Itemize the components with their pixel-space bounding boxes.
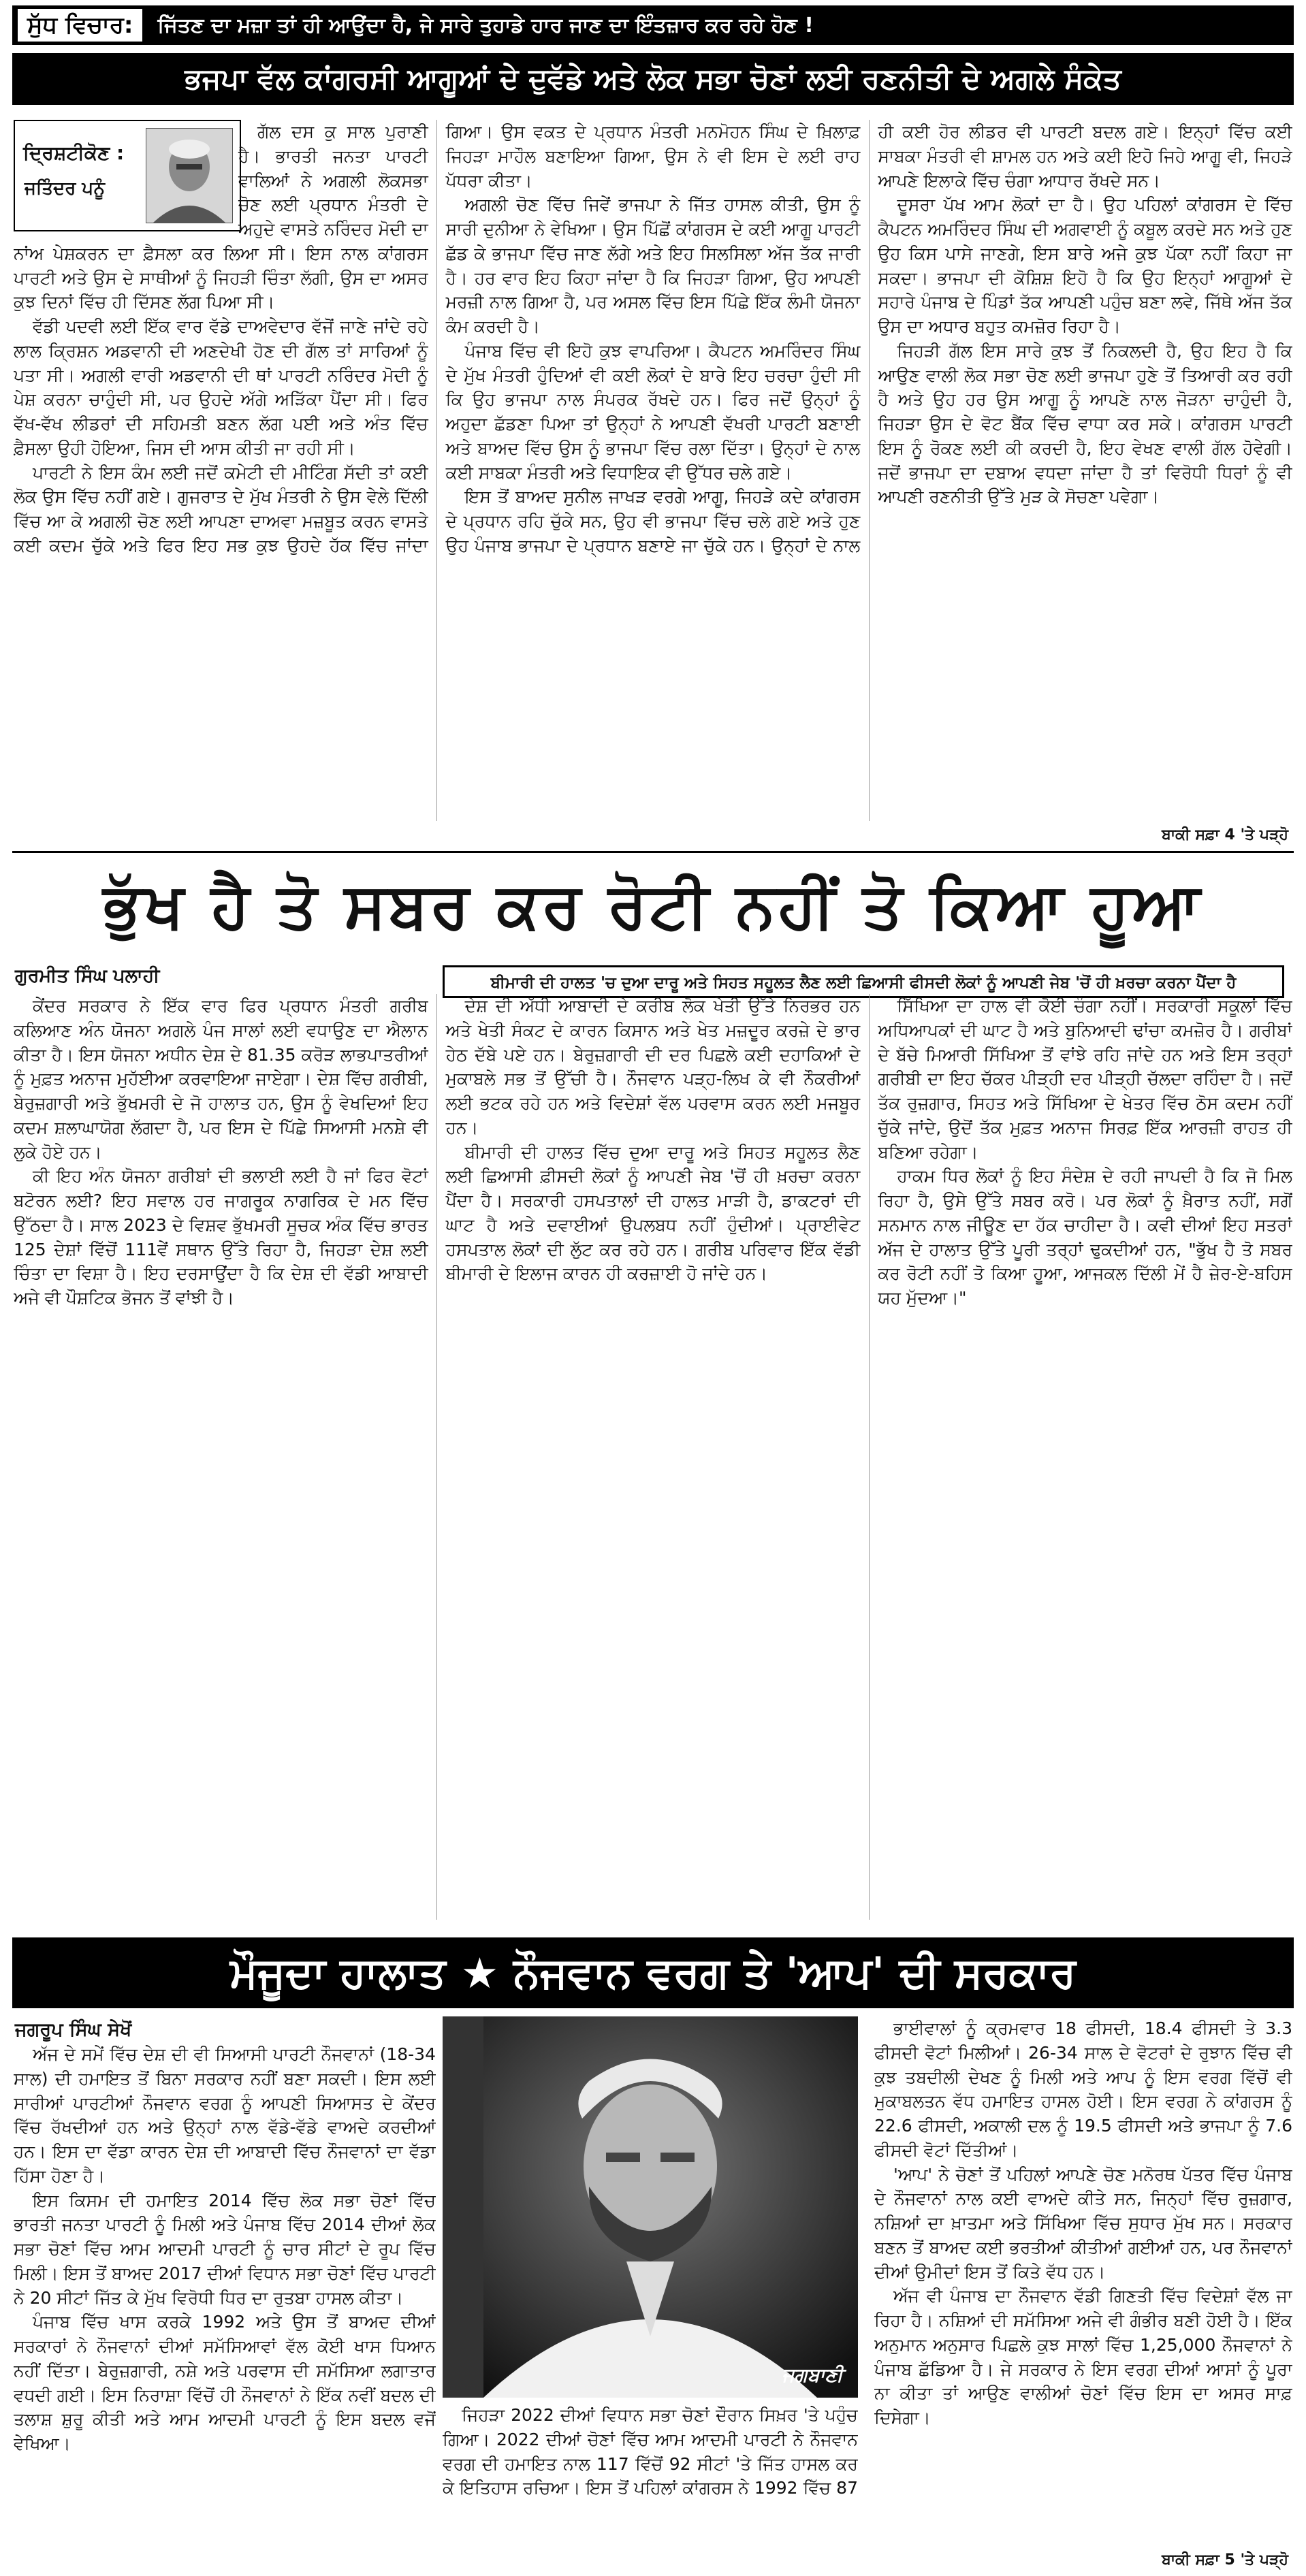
thought-quote: ਜਿੱਤਣ ਦਾ ਮਜ਼ਾ ਤਾਂ ਹੀ ਆਉਂਦਾ ਹੈ, ਜੇ ਸਾਰੇ ਤੁਹਾਡੇ ਹਾਰ ਜਾਣ ਦਾ ਇੰਤਜ਼ਾਰ ਕਰ ਰਹੇ ਹੋਣ ! — [157, 13, 814, 37]
article2-pullquote: ਬੀਮਾਰੀ ਦੀ ਹਾਲਤ 'ਚ ਦੁਆ ਦਾਰੂ ਅਤੇ ਸਿਹਤ ਸਹੂਲਤ ਲੈਣ ਲਈ ਛਿਆਸੀ ਫੀਸਦੀ ਲੋਕਾਂ ਨੂੰ ਆਪਣੀ ਜੇਬ 'ਚੋਂ ਹੀ ਖ਼ਰਚਾ ਕਰਨਾ ਪੈਂਦਾ ਹੈ — [443, 965, 1284, 998]
article3-paragraph: 'ਆਪ' ਨੇ ਚੋਣਾਂ ਤੋਂ ਪਹਿਲਾਂ ਆਪਣੇ ਚੋਣ ਮਨੋਰਥ ਪੱਤਰ ਵਿੱਚ ਪੰਜਾਬ ਦੇ ਨੌਜਵਾਨਾਂ ਨਾਲ ਕਈ ਵਾਅਦੇ ਕੀਤੇ ਸਨ, ਜਿਨ੍ਹਾਂ ਵਿੱਚ ਰੁਜ਼ਗਾਰ, ਨਸ਼ਿਆਂ ਦਾ ਖ਼ਾਤਮਾ ਅਤੇ ਸਿੱਖਿਆ ਵਿੱਚ ਸੁਧਾਰ ਮੁੱਖ ਸਨ। ਸਰਕਾਰ ਬਣਨ ਤੋਂ ਬਾਅਦ ਕਈ ਭਰਤੀਆਂ ਕੀਤੀਆਂ ਗਈਆਂ ਹਨ, ਪਰ ਨੌਜਵਾਨਾਂ ਦੀਆਂ ਉਮੀਦਾਂ ਇਸ ਤੋਂ ਕਿਤੇ ਵੱਧ ਹਨ। — [874, 2164, 1292, 2282]
article1-paragraph: ਇਸ ਤੋਂ ਬਾਅਦ ਸੁਨੀਲ ਜਾਖੜ ਵਰਗੇ ਆਗੂ, ਜਿਹੜੇ ਕਦੇ ਕਾਂਗਰਸ ਦੇ ਪ੍ਰਧਾਨ ਰਹਿ ਚੁੱਕੇ ਸਨ, ਉਹ ਵੀ ਭਾਜਪਾ ਵਿੱਚ ਚਲੇ ਗਏ ਅਤੇ ਹੁਣ ਉਹ ਪੰਜਾਬ ਭਾਜਪਾ ਦੇ ਪ੍ਰਧਾਨ ਬਣਾਏ ਜਾ ਚੁੱਕੇ ਹਨ। ਉਨ੍ਹਾਂ ਦੇ ਨਾਲ ਹੀ ਕਈ ਹੋਰ ਲੀਡਰ ਵੀ ਪਾਰਟੀ ਬਦਲ ਗਏ। ਇਨ੍ਹਾਂ ਵਿੱਚ ਕਈ ਸਾਬਕਾ ਮੰਤਰੀ ਵੀ ਸ਼ਾਮਲ ਹਨ ਅਤੇ ਕਈ ਇਹੋ ਜਿਹੇ ਆਗੂ ਵੀ, ਜਿਹੜੇ ਆਪਣੇ ਇਲਾਕੇ ਵਿੱਚ ਚੰਗਾ ਆਧਾਰ ਰੱਖਦੇ ਸਨ। — [445, 122, 1292, 556]
article1-paragraph: ਵੱਡੀ ਪਦਵੀ ਲਈ ਇੱਕ ਵਾਰ ਵੱਡੇ ਦਾਅਵੇਦਾਰ ਵੱਜੋਂ ਜਾਣੇ ਜਾਂਦੇ ਰਹੇ ਲਾਲ ਕ੍ਰਿਸ਼ਨ ਅਡਵਾਨੀ ਦੀ ਅਣਦੇਖੀ ਹੋਣ ਦੀ ਗੱਲ ਤਾਂ ਸਾਰਿਆਂ ਨੂੰ ਪਤਾ ਸੀ। ਅਗਲੀ ਵਾਰੀ ਅਡਵਾਨੀ ਦੀ ਥਾਂ ਪਾਰਟੀ ਨਰਿੰਦਰ ਮੋਦੀ ਨੂੰ ਪੇਸ਼ ਕਰਨਾ ਚਾਹੁੰਦੀ ਸੀ, ਪਰ ਉਹਦੇ ਅੱਗੇ ਅੜਿੱਕਾ ਪੈਂਦਾ ਸੀ। ਫਿਰ ਵੱਖ-ਵੱਖ ਲੀਡਰਾਂ ਦੀ ਸਹਿਮਤੀ ਬਣਨ ਲੱਗ ਪਈ ਅਤੇ ਅੰਤ ਵਿੱਚ ਫ਼ੈਸਲਾ ਉਹੀ ਹੋਇਆ, ਜਿਸ ਦੀ ਆਸ ਕੀਤੀ ਜਾ ਰਹੀ ਸੀ। — [14, 317, 428, 458]
byline-name: ਜਤਿੰਦਰ ਪਨੂੰ — [25, 178, 106, 199]
article3-paragraph: ਪੰਜਾਬ ਵਿੱਚ ਖਾਸ ਕਰਕੇ 1992 ਅਤੇ ਉਸ ਤੋਂ ਬਾਅਦ ਦੀਆਂ ਸਰਕਾਰਾਂ ਨੇ ਨੌਜਵਾਨਾਂ ਦੀਆਂ ਸਮੱਸਿਆਵਾਂ ਵੱਲ ਕੋਈ ਖਾਸ ਧਿਆਨ ਨਹੀਂ ਦਿੱਤਾ। ਬੇਰੁਜ਼ਗਾਰੀ, ਨਸ਼ੇ ਅਤੇ ਪਰਵਾਸ ਦੀ ਸਮੱਸਿਆ ਲਗਾਤਾਰ ਵਧਦੀ ਗਈ। ਇਸ ਨਿਰਾਸ਼ਾ ਵਿੱਚੋਂ ਹੀ ਨੌਜਵਾਨਾਂ ਨੇ ਇੱਕ ਨਵੀਂ ਬਦਲ ਦੀ ਤਲਾਸ਼ ਸ਼ੁਰੂ ਕੀਤੀ ਅਤੇ ਆਮ ਆਦਮੀ ਪਾਰਟੀ ਨੂੰ ਇਸ ਬਦਲ ਵਜੋਂ ਵੇਖਿਆ। — [14, 2312, 436, 2453]
article2-paragraph: ਦੇਸ਼ ਦੀ ਅੱਧੀ ਆਬਾਦੀ ਦੇ ਕਰੀਬ ਲੋਕ ਖੇਤੀ ਉੱਤੇ ਨਿਰਭਰ ਹਨ ਅਤੇ ਖੇਤੀ ਸੰਕਟ ਦੇ ਕਾਰਨ ਕਿਸਾਨ ਅਤੇ ਖੇਤ ਮਜ਼ਦੂਰ ਕਰਜ਼ੇ ਦੇ ਭਾਰ ਹੇਠ ਦੱਬੇ ਪਏ ਹਨ। ਬੇਰੁਜ਼ਗਾਰੀ ਦੀ ਦਰ ਪਿਛਲੇ ਕਈ ਦਹਾਕਿਆਂ ਦੇ ਮੁਕਾਬਲੇ ਸਭ ਤੋਂ ਉੱਚੀ ਹੈ। ਨੌਜਵਾਨ ਪੜ੍ਹ-ਲਿਖ ਕੇ ਵੀ ਨੌਕਰੀਆਂ ਲਈ ਭਟਕ ਰਹੇ ਹਨ ਅਤੇ ਵਿਦੇਸ਼ਾਂ ਵੱਲ ਪਰਵਾਸ ਕਰਨ ਲਈ ਮਜਬੂਰ ਹਨ। — [445, 996, 861, 1138]
article2-paragraph: ਸਿੱਖਿਆ ਦਾ ਹਾਲ ਵੀ ਕੋਈ ਚੰਗਾ ਨਹੀਂ। ਸਰਕਾਰੀ ਸਕੂਲਾਂ ਵਿੱਚ ਅਧਿਆਪਕਾਂ ਦੀ ਘਾਟ ਹੈ ਅਤੇ ਬੁਨਿਆਦੀ ਢਾਂਚਾ ਕਮਜ਼ੋਰ ਹੈ। ਗਰੀਬਾਂ ਦੇ ਬੱਚੇ ਮਿਆਰੀ ਸਿੱਖਿਆ ਤੋਂ ਵਾਂਝੇ ਰਹਿ ਜਾਂਦੇ ਹਨ ਅਤੇ ਇਸ ਤਰ੍ਹਾਂ ਗਰੀਬੀ ਦਾ ਇਹ ਚੱਕਰ ਪੀੜ੍ਹੀ ਦਰ ਪੀੜ੍ਹੀ ਚੱਲਦਾ ਰਹਿੰਦਾ ਹੈ। ਜਦੋਂ ਤੱਕ ਰੁਜ਼ਗਾਰ, ਸਿਹਤ ਅਤੇ ਸਿੱਖਿਆ ਦੇ ਖੇਤਰ ਵਿੱਚ ਠੋਸ ਕਦਮ ਨਹੀਂ ਚੁੱਕੇ ਜਾਂਦੇ, ਉਦੋਂ ਤੱਕ ਮੁਫ਼ਤ ਅਨਾਜ ਸਿਰਫ਼ ਇੱਕ ਆਰਜ਼ੀ ਰਾਹਤ ਹੀ ਬਣਿਆ ਰਹੇਗਾ। — [878, 996, 1292, 1162]
thought-label: ਸੁੱਧ ਵਿਚਾਰ: — [16, 7, 144, 43]
article2-byline: ਗੁਰਮੀਤ ਸਿੰਘ ਪਲਾਹੀ — [15, 965, 160, 986]
article3-paragraph: ਅੱਜ ਦੇ ਸਮੇਂ ਵਿੱਚ ਦੇਸ਼ ਦੀ ਵੀ ਸਿਆਸੀ ਪਾਰਟੀ ਨੌਜਵਾਨਾਂ (18-34 ਸਾਲ) ਦੀ ਹਮਾਇਤ ਤੋਂ ਬਿਨਾ ਸਰਕਾਰ ਨਹੀਂ ਬਣਾ ਸਕਦੀ। ਇਸ ਲਈ ਸਾਰੀਆਂ ਪਾਰਟੀਆਂ ਨੌਜਵਾਨ ਵਰਗ ਨੂੰ ਆਪਣੀ ਸਿਆਸਤ ਦੇ ਕੇਂਦਰ ਵਿੱਚ ਰੱਖਦੀਆਂ ਹਨ ਅਤੇ ਉਨ੍ਹਾਂ ਨਾਲ ਵੱਡੇ-ਵੱਡੇ ਵਾਅਦੇ ਕਰਦੀਆਂ ਹਨ। ਇਸ ਦਾ ਵੱਡਾ ਕਾਰਨ ਦੇਸ਼ ਦੀ ਆਬਾਦੀ ਵਿੱਚ ਨੌਜਵਾਨਾਂ ਦਾ ਵੱਡਾ ਹਿੱਸਾ ਹੋਣਾ ਹੈ। — [14, 2044, 436, 2186]
article1-headline: ਭਜਪਾ ਵੱਲ ਕਾਂਗਰਸੀ ਆਗੂਆਂ ਦੇ ਦੁਵੱਡੇ ਅਤੇ ਲੋਕ ਸਭਾ ਚੋਣਾਂ ਲਈ ਰਣਨੀਤੀ ਦੇ ਅਗਲੇ ਸੰਕੇਤ — [12, 53, 1294, 105]
byline-label: ਦ੍ਰਿਸ਼ਟੀਕੋਣ : — [23, 142, 125, 164]
article1-paragraph: ਗੱਲ ਦਸ ਕੁ ਸਾਲ ਪੁਰਾਣੀ ਹੈ। ਭਾਰਤੀ ਜਨਤਾ ਪਾਰਟੀ ਵਾਲਿਆਂ ਨੇ ਅਗਲੀ ਲੋਕਸਭਾ ਚੋਣ ਲਈ ਪ੍ਰਧਾਨ ਮੰਤਰੀ ਦੇ ਅਹੁਦੇ ਵਾਸਤੇ ਨਰਿੰਦਰ ਮੋਦੀ ਦਾ ਨਾਂਅ ਪੇਸ਼ਕਰਨ ਦਾ ਫ਼ੈਸਲਾ ਕਰ ਲਿਆ ਸੀ। ਇਸ ਨਾਲ ਕਾਂਗਰਸ ਪਾਰਟੀ ਅਤੇ ਉਸ ਦੇ ਸਾਥੀਆਂ ਨੂੰ ਜਿਹੜੀ ਚਿੰਤਾ ਲੱਗੀ, ਉਸ ਦਾ ਅਸਰ ਕੁਝ ਦਿਨਾਂ ਵਿੱਚ ਹੀ ਦਿੱਸਣ ਲੱਗ ਪਿਆ ਸੀ। — [14, 122, 428, 312]
article3-byline: ਜਗਰੂਪ ਸਿੰਘ ਸੇਖੋਂ — [15, 2019, 132, 2040]
article3-body-mid — [443, 2403, 858, 2547]
article1-paragraph: ਦੂਸਰਾ ਪੱਖ ਆਮ ਲੋਕਾਂ ਦਾ ਹੈ। ਉਹ ਪਹਿਲਾਂ ਕਾਂਗਰਸ ਦੇ ਵਿੱਚ ਕੈਪਟਨ ਅਮਰਿੰਦਰ ਸਿੰਘ ਦੀ ਅਗਵਾਈ ਨੂੰ ਕਬੂਲ ਕਰਦੇ ਸਨ ਅਤੇ ਹੁਣ ਉਹ ਕਿਸ ਪਾਸੇ ਜਾਣਗੇ, ਇਸ ਬਾਰੇ ਅਜੇ ਕੁਝ ਪੱਕਾ ਨਹੀਂ ਕਿਹਾ ਜਾ ਸਕਦਾ। ਭਾਜਪਾ ਦੀ ਕੋਸ਼ਿਸ਼ ਇਹੋ ਹੈ ਕਿ ਉਹ ਇਨ੍ਹਾਂ ਆਗੂਆਂ ਦੇ ਸਹਾਰੇ ਪੰਜਾਬ ਦੇ ਪਿੰਡਾਂ ਤੱਕ ਆਪਣੀ ਪਹੁੰਚ ਬਣਾ ਲਵੇ, ਜਿੱਥੇ ਅੱਜ ਤੱਕ ਉਸ ਦਾ ਅਧਾਰ ਬਹੁਤ ਕਮਜ਼ੋਰ ਰਿਹਾ ਹੈ। — [878, 195, 1292, 336]
headline-star-icon: ★ — [460, 1948, 499, 1998]
article3-headline — [12, 1937, 1294, 2008]
article3-paragraph: ਇਸ ਕਿਸਮ ਦੀ ਹਮਾਇਤ 2014 ਵਿੱਚ ਲੋਕ ਸਭਾ ਚੋਣਾਂ ਵਿੱਚ ਭਾਰਤੀ ਜਨਤਾ ਪਾਰਟੀ ਨੂੰ ਮਿਲੀ ਅਤੇ ਪੰਜਾਬ ਵਿੱਚ 2014 ਦੀਆਂ ਲੋਕ ਸਭਾ ਚੋਣਾਂ ਵਿੱਚ ਆਮ ਆਦਮੀ ਪਾਰਟੀ ਨੂੰ ਚਾਰ ਸੀਟਾਂ ਦੇ ਰੂਪ ਵਿੱਚ ਮਿਲੀ। ਇਸ ਤੋਂ ਬਾਅਦ 2017 ਦੀਆਂ ਵਿਧਾਨ ਸਭਾ ਚੋਣਾਂ ਵਿੱਚ ਪਾਰਟੀ ਨੇ 20 ਸੀਟਾਂ ਜਿੱਤ ਕੇ ਮੁੱਖ ਵਿਰੋਧੀ ਧਿਰ ਦਾ ਰੁਤਬਾ ਹਾਸਲ ਕੀਤਾ। — [14, 2190, 436, 2308]
article3-paragraph: ਅੱਜ ਵੀ ਪੰਜਾਬ ਦਾ ਨੌਜਵਾਨ ਵੱਡੀ ਗਿਣਤੀ ਵਿੱਚ ਵਿਦੇਸ਼ਾਂ ਵੱਲ ਜਾ ਰਿਹਾ ਹੈ। ਨਸ਼ਿਆਂ ਦੀ ਸਮੱਸਿਆ ਅਜੇ ਵੀ ਗੰਭੀਰ ਬਣੀ ਹੋਈ ਹੈ। ਇੱਕ ਅਨੁਮਾਨ ਅਨੁਸਾਰ ਪਿਛਲੇ ਕੁਝ ਸਾਲਾਂ ਵਿੱਚ 1,25,000 ਨੌਜਵਾਨਾਂ ਨੇ ਪੰਜਾਬ ਛੱਡਿਆ ਹੈ। ਜੇ ਸਰਕਾਰ ਨੇ ਇਸ ਵਰਗ ਦੀਆਂ ਆਸਾਂ ਨੂੰ ਪੂਰਾ ਨਾ ਕੀਤਾ ਤਾਂ ਆਉਣ ਵਾਲੀਆਂ ਚੋਣਾਂ ਵਿੱਚ ਇਸ ਦਾ ਅਸਰ ਸਾਫ਼ ਦਿਸੇਗਾ। — [874, 2286, 1292, 2428]
article1-paragraph: ਪੰਜਾਬ ਵਿੱਚ ਵੀ ਇਹੋ ਕੁਝ ਵਾਪਰਿਆ। ਕੈਪਟਨ ਅਮਰਿੰਦਰ ਸਿੰਘ ਦੇ ਮੁੱਖ ਮੰਤਰੀ ਹੁੰਦਿਆਂ ਵੀ ਕਈ ਲੋਕਾਂ ਦੇ ਬਾਰੇ ਇਹ ਚਰਚਾ ਹੁੰਦੀ ਸੀ ਕਿ ਉਹ ਭਾਜਪਾ ਨਾਲ ਸੰਪਰਕ ਰੱਖਦੇ ਹਨ। ਫਿਰ ਜਦੋਂ ਉਨ੍ਹਾਂ ਨੂੰ ਅਹੁਦਾ ਛੱਡਣਾ ਪਿਆ ਤਾਂ ਉਨ੍ਹਾਂ ਨੇ ਆਪਣੀ ਵੱਖਰੀ ਪਾਰਟੀ ਬਣਾਈ ਅਤੇ ਬਾਅਦ ਵਿੱਚ ਉਸ ਨੂੰ ਭਾਜਪਾ ਵਿੱਚ ਰਲਾ ਦਿੱਤਾ। ਉਨ੍ਹਾਂ ਦੇ ਨਾਲ ਕਈ ਸਾਬਕਾ ਮੰਤਰੀ ਅਤੇ ਵਿਧਾਇਕ ਵੀ ਉੱਧਰ ਚਲੇ ਗਏ। — [445, 340, 861, 483]
article1-paragraph: ਪਾਰਟੀ ਨੇ ਇਸ ਕੰਮ ਲਈ ਜਦੋਂ ਕਮੇਟੀ ਦੀ ਮੀਟਿੰਗ ਸੱਦੀ ਤਾਂ ਕਈ ਲੋਕ ਉਸ ਵਿੱਚ ਨਹੀਂ ਗਏ। ਗੁਜਰਾਤ ਦੇ ਮੁੱਖ ਮੰਤਰੀ ਨੇ ਉਸ ਵੇਲੇ ਦਿੱਲੀ ਵਿੱਚ ਆ ਕੇ ਅਗਲੀ ਚੋਣ ਲਈ ਆਪਣਾ ਦਾਅਵਾ ਮਜ਼ਬੂਤ ਕਰਨ ਵਾਸਤੇ ਕਈ ਕਦਮ ਚੁੱਕੇ ਅਤੇ ਫਿਰ ਇਹ ਸਭ ਕੁਝ ਉਹਦੇ ਹੱਕ ਵਿੱਚ ਜਾਂਦਾ ਗਿਆ। ਉਸ ਵਕਤ ਦੇ ਪ੍ਰਧਾਨ ਮੰਤਰੀ ਮਨਮੋਹਨ ਸਿੰਘ ਦੇ ਖ਼ਿਲਾਫ਼ ਜਿਹੜਾ ਮਾਹੌਲ ਬਣਾਇਆ ਗਿਆ, ਉਸ ਨੇ ਵੀ ਇਸ ਦੇ ਲਈ ਰਾਹ ਪੱਧਰਾ ਕੀਤਾ। — [14, 122, 861, 556]
article2-paragraph: ਹਾਕਮ ਧਿਰ ਲੋਕਾਂ ਨੂੰ ਇਹ ਸੰਦੇਸ਼ ਦੇ ਰਹੀ ਜਾਪਦੀ ਹੈ ਕਿ ਜੋ ਮਿਲ ਰਿਹਾ ਹੈ, ਉਸੇ ਉੱਤੇ ਸਬਰ ਕਰੋ। ਪਰ ਲੋਕਾਂ ਨੂੰ ਖ਼ੈਰਾਤ ਨਹੀਂ, ਸਗੋਂ ਸਨਮਾਨ ਨਾਲ ਜੀਊਣ ਦਾ ਹੱਕ ਚਾਹੀਦਾ ਹੈ। ਕਵੀ ਦੀਆਂ ਇਹ ਸਤਰਾਂ ਅੱਜ ਦੇ ਹਾਲਾਤ ਉੱਤੇ ਪੂਰੀ ਤਰ੍ਹਾਂ ਢੁਕਦੀਆਂ ਹਨ, "ਭੁੱਖ ਹੈ ਤੋ ਸਬਰ ਕਰ ਰੋਟੀ ਨਹੀਂ ਤੋ ਕਿਆ ਹੂਆ, ਆਜਕਲ ਦਿੱਲੀ ਮੇਂ ਹੈ ਜ਼ੇਰ-ਏ-ਬਹਿਸ ਯਹ ਮੁੱਦਆ।" — [878, 1166, 1292, 1308]
article3-body-right — [874, 2016, 1292, 2546]
article2-body — [14, 994, 1292, 1920]
article1-continued: ਬਾਕੀ ਸਫ਼ਾ 4 'ਤੇ ਪੜ੍ਹੋ — [1162, 826, 1288, 843]
article3-paragraph: ਭਾਈਵਾਲਾਂ ਨੂੰ ਕ੍ਰਮਵਾਰ 18 ਫੀਸਦੀ, 18.4 ਫੀਸਦੀ ਤੇ 3.3 ਫੀਸਦੀ ਵੋਟਾਂ ਮਿਲੀਆਂ। 26-34 ਸਾਲ ਦੇ ਵੋਟਰਾਂ ਦੇ ਰੁਝਾਨ ਵਿੱਚ ਵੀ ਕੁਝ ਤਬਦੀਲੀ ਦੇਖਣ ਨੂੰ ਮਿਲੀ ਅਤੇ ਆਪ ਨੂੰ ਇਸ ਵਰਗ ਵਿੱਚੋਂ ਵੀ ਮੁਕਾਬਲਤਨ ਵੱਧ ਹਮਾਇਤ ਹਾਸਲ ਹੋਈ। ਇਸ ਵਰਗ ਨੇ ਕਾਂਗਰਸ ਨੂੰ 22.6 ਫੀਸਦੀ, ਅਕਾਲੀ ਦਲ ਨੂੰ 19.5 ਫੀਸਦੀ ਅਤੇ ਭਾਜਪਾ ਨੂੰ 7.6 ਫੀਸਦੀ ਵੋਟਾਂ ਦਿੱਤੀਆਂ। — [874, 2018, 1292, 2160]
section-divider — [12, 851, 1294, 853]
article2-paragraph: ਬੀਮਾਰੀ ਦੀ ਹਾਲਤ ਵਿੱਚ ਦੁਆ ਦਾਰੂ ਅਤੇ ਸਿਹਤ ਸਹੂਲਤ ਲੈਣ ਲਈ ਛਿਆਸੀ ਫ਼ੀਸਦੀ ਲੋਕਾਂ ਨੂੰ ਆਪਣੀ ਜੇਬ 'ਚੋਂ ਹੀ ਖ਼ਰਚਾ ਕਰਨਾ ਪੈਂਦਾ ਹੈ। ਸਰਕਾਰੀ ਹਸਪਤਾਲਾਂ ਦੀ ਹਾਲਤ ਮਾੜੀ ਹੈ, ਡਾਕਟਰਾਂ ਦੀ ਘਾਟ ਹੈ ਅਤੇ ਦਵਾਈਆਂ ਉਪਲਬਧ ਨਹੀਂ ਹੁੰਦੀਆਂ। ਪ੍ਰਾਈਵੇਟ ਹਸਪਤਾਲ ਲੋਕਾਂ ਦੀ ਲੁੱਟ ਕਰ ਰਹੇ ਹਨ। ਗਰੀਬ ਪਰਿਵਾਰ ਇੱਕ ਵੱਡੀ ਬੀਮਾਰੀ ਦੇ ਇਲਾਜ ਕਾਰਨ ਹੀ ਕਰਜ਼ਾਈ ਹੋ ਜਾਂਦੇ ਹਨ। — [445, 1142, 861, 1284]
thought-strip — [12, 5, 1294, 45]
article3-continued: ਬਾਕੀ ਸਫ਼ਾ 5 'ਤੇ ਪੜ੍ਹੋ — [1162, 2551, 1288, 2569]
article2-paragraph: ਕੀ ਇਹ ਅੰਨ ਯੋਜਨਾ ਗਰੀਬਾਂ ਦੀ ਭਲਾਈ ਲਈ ਹੈ ਜਾਂ ਫਿਰ ਵੋਟਾਂ ਬਟੋਰਨ ਲਈ? ਇਹ ਸਵਾਲ ਹਰ ਜਾਗਰੂਕ ਨਾਗਰਿਕ ਦੇ ਮਨ ਵਿੱਚ ਉੱਠਦਾ ਹੈ। ਸਾਲ 2023 ਦੇ ਵਿਸ਼ਵ ਭੁੱਖਮਰੀ ਸੂਚਕ ਅੰਕ ਵਿੱਚ ਭਾਰਤ 125 ਦੇਸ਼ਾਂ ਵਿੱਚੋਂ 111ਵੇਂ ਸਥਾਨ ਉੱਤੇ ਰਿਹਾ ਹੈ, ਜਿਹੜਾ ਦੇਸ਼ ਲਈ ਚਿੰਤਾ ਦਾ ਵਿਸ਼ਾ ਹੈ। ਇਹ ਦਰਸਾਉਂਦਾ ਹੈ ਕਿ ਦੇਸ਼ ਦੀ ਵੱਡੀ ਆਬਾਦੀ ਅਜੇ ਵੀ ਪੌਸ਼ਟਿਕ ਭੋਜਨ ਤੋਂ ਵਾਂਝੀ ਹੈ। — [14, 1166, 428, 1308]
article3-body — [14, 2042, 436, 2546]
article3-photo — [443, 2016, 858, 2398]
article3-paragraph: ਜਿਹੜਾ 2022 ਦੀਆਂ ਵਿਧਾਨ ਸਭਾ ਚੋਣਾਂ ਦੌਰਾਨ ਸਿਖ਼ਰ 'ਤੇ ਪਹੁੰਚ ਗਿਆ। 2022 ਦੀਆਂ ਚੋਣਾਂ ਵਿੱਚ ਆਮ ਆਦਮੀ ਪਾਰਟੀ ਨੇ ਨੌਜਵਾਨ ਵਰਗ ਦੀ ਹਮਾਇਤ ਨਾਲ 117 ਵਿੱਚੋਂ 92 ਸੀਟਾਂ 'ਤੇ ਜਿੱਤ ਹਾਸਲ ਕਰ ਕੇ ਇਤਿਹਾਸ ਰਚਿਆ। ਇਸ ਤੋਂ ਪਹਿਲਾਂ ਕਾਂਗਰਸ ਨੇ 1992 ਵਿੱਚ 87 — [443, 2405, 858, 2498]
article3-headline-left: ਮੌਜੂਦਾ ਹਾਲਾਤ — [229, 1948, 446, 1997]
article2-headline: ਭੁੱਖ ਹੈ ਤੋ ਸਬਰ ਕਰ ਰੋਟੀ ਨਹੀਂ ਤੋ ਕਿਆ ਹੂਆ — [103, 869, 1203, 942]
article1-body — [14, 120, 1292, 821]
article3-headline-right: ਨੌਜਵਾਨ ਵਰਗ ਤੇ 'ਆਪ' ਦੀ ਸਰਕਾਰ — [513, 1948, 1077, 1997]
article2-paragraph: ਕੇਂਦਰ ਸਰਕਾਰ ਨੇ ਇੱਕ ਵਾਰ ਫਿਰ ਪ੍ਰਧਾਨ ਮੰਤਰੀ ਗਰੀਬ ਕਲਿਆਣ ਅੰਨ ਯੋਜਨਾ ਅਗਲੇ ਪੰਜ ਸਾਲਾਂ ਲਈ ਵਧਾਉਣ ਦਾ ਐਲਾਨ ਕੀਤਾ ਹੈ। ਇਸ ਯੋਜਨਾ ਅਧੀਨ ਦੇਸ਼ ਦੇ 81.35 ਕਰੋੜ ਲਾਭਪਾਤਰੀਆਂ ਨੂੰ ਮੁਫ਼ਤ ਅਨਾਜ ਮੁਹੱਈਆ ਕਰਵਾਇਆ ਜਾਏਗਾ। ਦੇਸ਼ ਵਿੱਚ ਗਰੀਬੀ, ਬੇਰੁਜ਼ਗਾਰੀ ਅਤੇ ਭੁੱਖਮਰੀ ਦੇ ਜੋ ਹਾਲਾਤ ਹਨ, ਉਸ ਨੂੰ ਵੇਖਦਿਆਂ ਇਹ ਕਦਮ ਸ਼ਲਾਘਾਯੋਗ ਲੱਗਦਾ ਹੈ, ਪਰ ਇਸ ਦੇ ਪਿੱਛੇ ਸਿਆਸੀ ਮਨਸ਼ੇ ਵੀ ਲੁਕੇ ਹੋਏ ਹਨ। — [14, 996, 428, 1162]
photo-watermark: ਜਗਬਾਣੀ — [782, 2364, 843, 2386]
article1-paragraph: ਅਗਲੀ ਚੋਣ ਵਿੱਚ ਜਿਵੇਂ ਭਾਜਪਾ ਨੇ ਜਿੱਤ ਹਾਸਲ ਕੀਤੀ, ਉਸ ਨੂੰ ਸਾਰੀ ਦੁਨੀਆ ਨੇ ਵੇਖਿਆ। ਉਸ ਪਿੱਛੋਂ ਕਾਂਗਰਸ ਦੇ ਕਈ ਆਗੂ ਪਾਰਟੀ ਛੱਡ ਕੇ ਭਾਜਪਾ ਵਿੱਚ ਜਾਣ ਲੱਗੇ ਅਤੇ ਇਹ ਸਿਲਸਿਲਾ ਅੱਜ ਤੱਕ ਜਾਰੀ ਹੈ। ਹਰ ਵਾਰ ਇਹ ਕਿਹਾ ਜਾਂਦਾ ਹੈ ਕਿ ਜਿਹੜਾ ਗਿਆ, ਉਹ ਆਪਣੀ ਮਰਜ਼ੀ ਨਾਲ ਗਿਆ ਹੈ, ਪਰ ਅਸਲ ਵਿੱਚ ਇਸ ਪਿੱਛੇ ਇੱਕ ਲੰਮੀ ਯੋਜਨਾ ਕੰਮ ਕਰਦੀ ਹੈ। — [445, 195, 861, 336]
article1-paragraph: ਜਿਹੜੀ ਗੱਲ ਇਸ ਸਾਰੇ ਕੁਝ ਤੋਂ ਨਿਕਲਦੀ ਹੈ, ਉਹ ਇਹ ਹੈ ਕਿ ਆਉਣ ਵਾਲੀ ਲੋਕ ਸਭਾ ਚੋਣ ਲਈ ਭਾਜਪਾ ਹੁਣੇ ਤੋਂ ਤਿਆਰੀ ਕਰ ਰਹੀ ਹੈ ਅਤੇ ਉਹ ਹਰ ਉਸ ਆਗੂ ਨੂੰ ਆਪਣੇ ਨਾਲ ਜੋੜਨਾ ਚਾਹੁੰਦੀ ਹੈ, ਜਿਹੜਾ ਉਸ ਦੇ ਵੋਟ ਬੈਂਕ ਵਿੱਚ ਵਾਧਾ ਕਰ ਸਕੇ। ਕਾਂਗਰਸ ਪਾਰਟੀ ਇਸ ਨੂੰ ਰੋਕਣ ਲਈ ਕੀ ਕਰਦੀ ਹੈ, ਇਹ ਵੇਖਣ ਵਾਲੀ ਗੱਲ ਹੋਵੇਗੀ। ਜਦੋਂ ਭਾਜਪਾ ਦਾ ਦਬਾਅ ਵਧਦਾ ਜਾਂਦਾ ਹੈ ਤਾਂ ਵਿਰੋਧੀ ਧਿਰਾਂ ਨੂੰ ਵੀ ਆਪਣੀ ਰਣਨੀਤੀ ਉੱਤੇ ਮੁੜ ਕੇ ਸੋਚਣਾ ਪਵੇਗਾ। — [878, 340, 1292, 507]
